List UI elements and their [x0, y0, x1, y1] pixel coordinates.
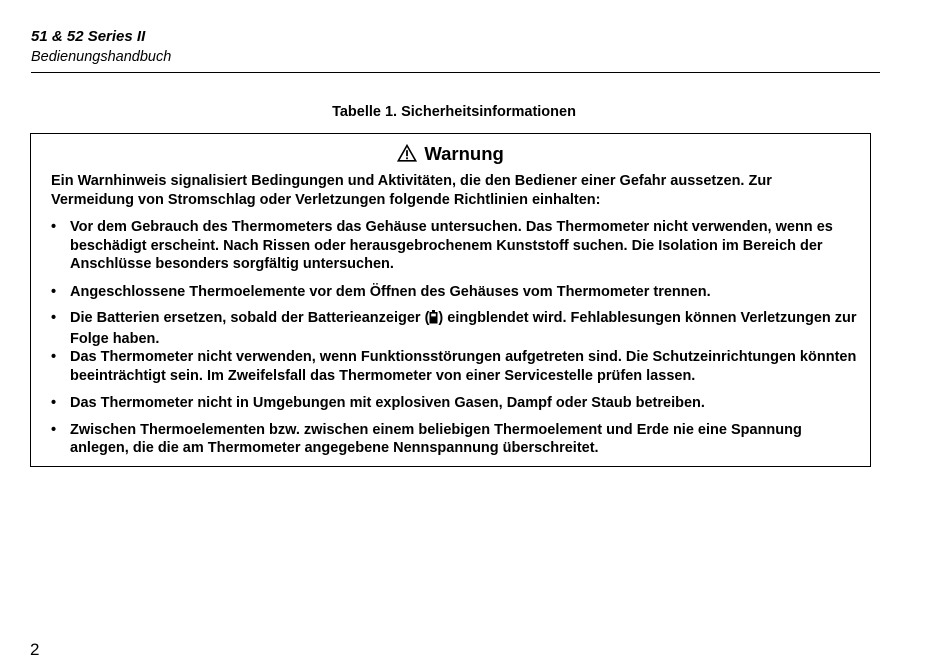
table-caption: Tabelle 1. Sicherheitsinformationen — [332, 104, 576, 120]
list-item-text-start: Die Batterien ersetzen, sobald der Batterieanzeiger ( — [70, 310, 430, 326]
warning-box — [30, 133, 871, 467]
list-item — [51, 421, 861, 458]
warning-intro: Ein Warnhinweis signalisiert Bedingungen und Aktivitäten, die den Bediener einer Gefahr aussetzen. Zur Vermeidung von Stromschlag oder Verletzungen folgende Richtlinien einhalten: — [51, 173, 772, 208]
list-item — [51, 283, 861, 302]
bullet: • — [51, 349, 57, 365]
document-header — [31, 27, 880, 67]
list-item — [51, 218, 861, 274]
warning-list — [51, 218, 861, 458]
page-number: 2 — [30, 640, 40, 659]
list-item — [51, 394, 861, 413]
list-item-text: Das Thermometer nicht verwenden, wenn Funktionsstörungen aufgetreten sind. Die Schutzeinrichtungen könnten beeinträchtigt sein. Im Zweifelsfall das Thermometer von einer Servicestelle prüfen lassen. — [70, 349, 857, 384]
header-subtitle: Bedienungshandbuch — [31, 49, 172, 65]
bullet: • — [51, 421, 57, 438]
warning-triangle-icon — [397, 143, 424, 164]
warning-heading — [31, 143, 870, 165]
header-rule — [31, 72, 880, 73]
list-item-text: Das Thermometer nicht in Umgebungen mit explosiven Gasen, Dampf oder Staub betreiben. — [70, 395, 705, 411]
header-title: 51 & 52 Series II — [31, 28, 146, 45]
list-item-text: Angeschlossene Thermoelemente vor dem Öffnen des Gehäuses vom Thermometer trennen. — [70, 283, 711, 300]
bullet: • — [51, 283, 57, 300]
bullet: • — [51, 310, 57, 326]
bullet: • — [51, 219, 57, 235]
list-item-text: Zwischen Thermoelementen bzw. zwischen einem beliebigen Thermoelement und Erde nie eine Spannung anlegen, die die am Thermometer angegebene Nennspannung überschreitet. — [70, 421, 802, 456]
list-item-text-end: ) eingblendet wird. Fehlablesungen können Verletzungen zur Folge haben. — [70, 310, 857, 347]
bullet: • — [51, 395, 57, 411]
list-item-text: Vor dem Gebrauch des Thermometers das Gehäuse untersuchen. Das Thermometer nicht verwenden, wenn es beschädigt erscheint. Nach Rissen oder herausgebrochenem Kunststoff suchen. Die Isolation im Bereich der Anschlüsse besonders sorgfältig untersuchen. — [70, 219, 833, 272]
list-item — [51, 309, 861, 348]
warning-heading-text: Warnung — [424, 143, 504, 164]
list-item — [51, 348, 861, 385]
